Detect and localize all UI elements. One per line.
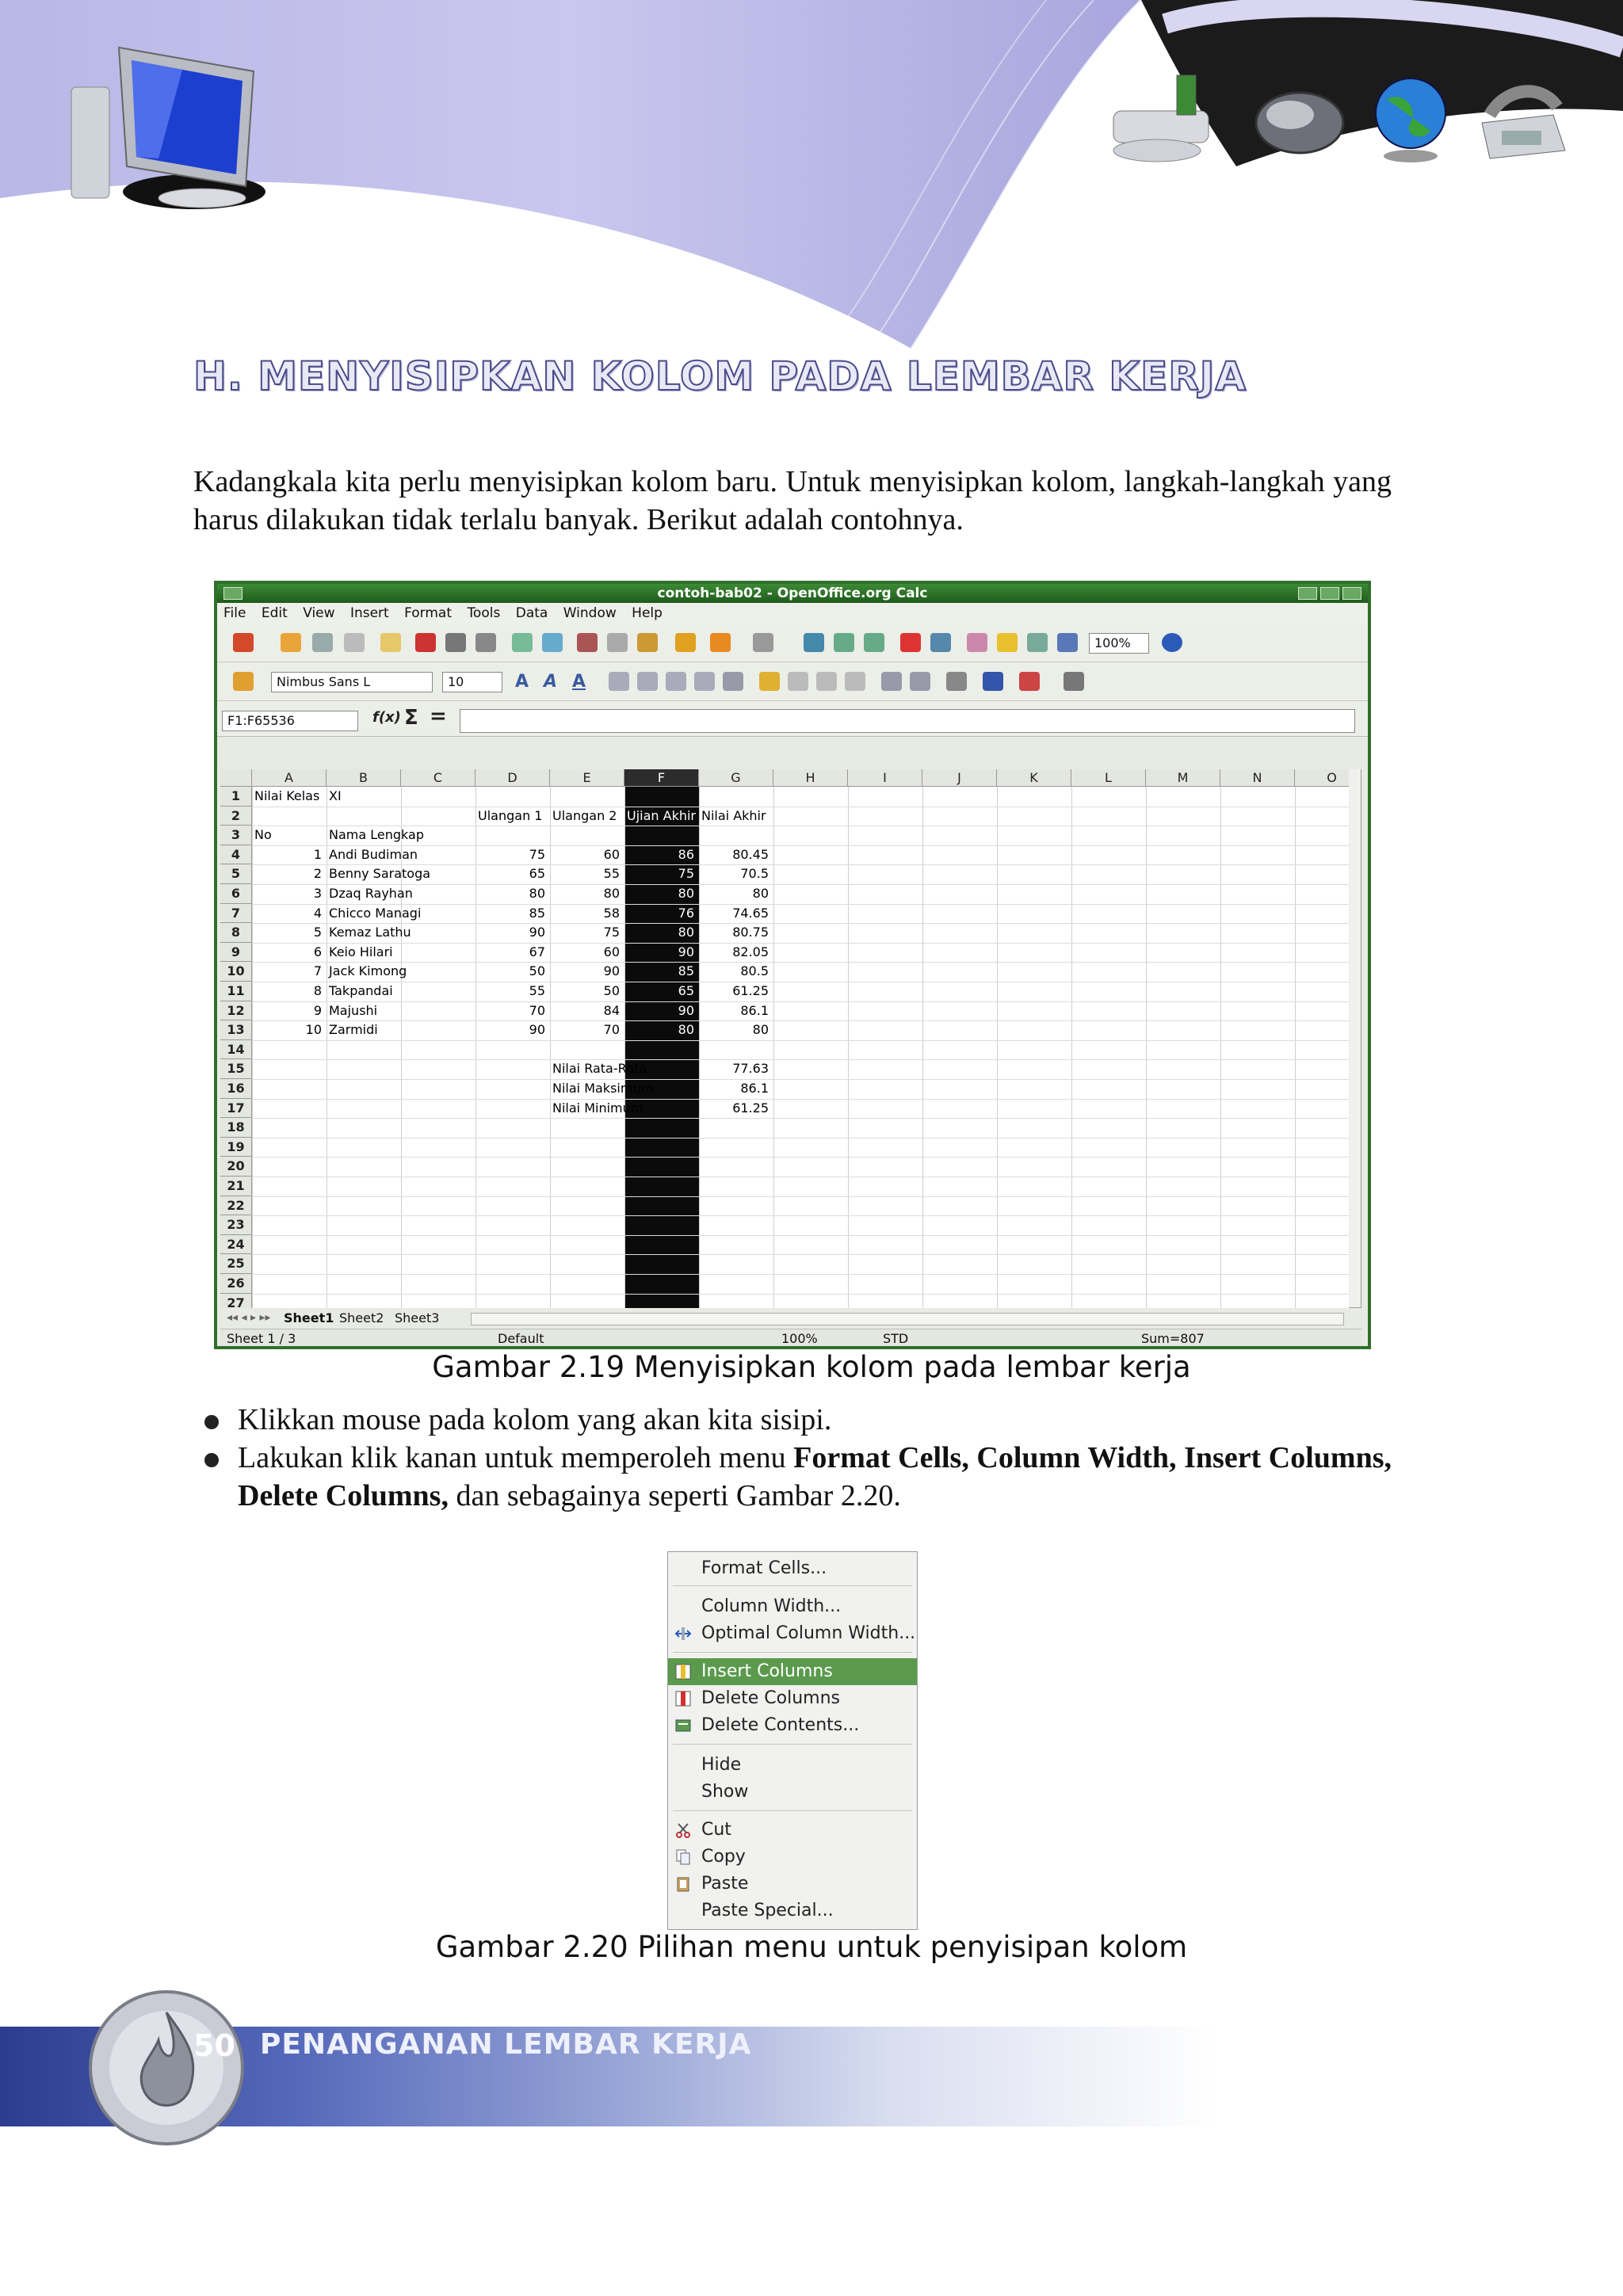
zoom-select[interactable]: 100% bbox=[1089, 633, 1149, 654]
cell-summary-label[interactable]: Nilai Minimum bbox=[552, 1100, 643, 1116]
grid-col-line bbox=[997, 769, 998, 1308]
column-header-i[interactable]: I bbox=[848, 769, 922, 787]
column-header-f[interactable]: F bbox=[624, 769, 699, 787]
page-number: 50 bbox=[193, 2028, 235, 2063]
status-zoom[interactable]: 100% bbox=[781, 1331, 818, 1346]
menu-item-insert-columns[interactable] bbox=[668, 1658, 917, 1685]
cell-name[interactable]: Zarmidi bbox=[329, 1022, 378, 1038]
row-header-22[interactable]: 22 bbox=[220, 1196, 252, 1216]
cell-d2[interactable]: Ulangan 1 bbox=[478, 807, 543, 823]
cell-nilai-akhir[interactable]: 70.5 bbox=[740, 866, 769, 882]
menu-edit[interactable]: Edit bbox=[261, 605, 288, 621]
decrease-indent-icon[interactable] bbox=[881, 672, 902, 691]
bullet-2-tail: dan sebagainya seperti Gambar 2.20. bbox=[456, 1479, 901, 1512]
grid-row-line bbox=[220, 1079, 1361, 1080]
cell-name[interactable]: Chicco Managi bbox=[329, 905, 422, 921]
column-header-k[interactable]: K bbox=[997, 769, 1071, 787]
row-header-21[interactable]: 21 bbox=[220, 1177, 252, 1196]
cell-nilai-akhir[interactable]: 74.65 bbox=[732, 905, 769, 921]
save-icon[interactable] bbox=[312, 633, 333, 652]
menu-item-copy[interactable] bbox=[668, 1844, 917, 1871]
row-header-9[interactable]: 9 bbox=[220, 943, 252, 963]
cell-ulangan1[interactable]: 90 bbox=[529, 1022, 545, 1038]
merge-cells-icon[interactable] bbox=[723, 672, 743, 691]
status-mode[interactable]: STD bbox=[883, 1331, 909, 1346]
grid-col-line bbox=[773, 769, 774, 1308]
cell-nilai-akhir[interactable]: 61.25 bbox=[732, 983, 769, 998]
cell-nilai-akhir[interactable]: 80.5 bbox=[740, 963, 769, 979]
function-wizard-icon[interactable]: f(x) bbox=[372, 709, 401, 726]
background-color-icon[interactable] bbox=[983, 672, 1003, 691]
row-header-2[interactable]: 2 bbox=[220, 807, 252, 826]
telephone-icon bbox=[1482, 91, 1565, 158]
clipboard-icon bbox=[674, 1875, 692, 1893]
row-header-14[interactable]: 14 bbox=[220, 1040, 252, 1060]
cell-ujian-akhir[interactable]: 76 bbox=[678, 905, 694, 921]
cell-ujian-akhir[interactable]: 80 bbox=[678, 886, 694, 901]
column-header-l[interactable]: L bbox=[1071, 769, 1146, 787]
menu-item-paste-special[interactable] bbox=[668, 1897, 917, 1924]
optimal-width-icon bbox=[674, 1625, 692, 1642]
cell-name[interactable]: Keio Hilari bbox=[329, 944, 393, 959]
row-header-24[interactable]: 24 bbox=[220, 1235, 252, 1255]
cell-b1[interactable]: XI bbox=[329, 788, 342, 803]
bullet-item-2 bbox=[193, 1439, 1392, 1515]
italic-icon[interactable]: A bbox=[544, 672, 558, 692]
menu-item-label: Cut bbox=[701, 1820, 731, 1840]
cell-no[interactable]: 2 bbox=[313, 866, 322, 882]
menu-format[interactable]: Format bbox=[404, 605, 453, 621]
cell-ulangan2[interactable]: 90 bbox=[603, 963, 620, 979]
align-right-icon[interactable] bbox=[666, 672, 686, 691]
intro-paragraph: Kadangkala kita perlu menyisipkan kolom baru. Untuk menyisipkan kolom, langkah-langkah yang harus dilakukan tidak terlalu banyak. Berikut adalah contohnya. bbox=[193, 465, 1392, 536]
grid-row-line bbox=[220, 1235, 1361, 1236]
grid-col-line bbox=[1295, 769, 1296, 1308]
cell-no[interactable]: 5 bbox=[313, 925, 322, 940]
underline-icon[interactable]: A bbox=[572, 672, 586, 692]
delete-columns-icon bbox=[674, 1690, 692, 1707]
menu-item-optimal-column-width[interactable] bbox=[668, 1620, 917, 1647]
menu-item-format-cells[interactable] bbox=[668, 1555, 917, 1582]
menu-data[interactable]: Data bbox=[515, 605, 548, 621]
row-header-15[interactable]: 15 bbox=[220, 1059, 252, 1079]
router-icon bbox=[1113, 75, 1209, 162]
figure-caption-1: Gambar 2.19 Menyisipkan kolom pada lembar kerja bbox=[432, 1350, 1191, 1384]
grid-col-line bbox=[1071, 769, 1072, 1308]
row-header-18[interactable]: 18 bbox=[220, 1118, 252, 1138]
undo-icon[interactable] bbox=[710, 633, 731, 652]
insert-columns-icon bbox=[674, 1663, 692, 1680]
tab-sheet2[interactable]: Sheet2 bbox=[339, 1310, 384, 1325]
cell-b3[interactable]: Nama Lengkap bbox=[329, 827, 424, 843]
menu-file[interactable]: File bbox=[223, 605, 246, 621]
currency-icon[interactable] bbox=[759, 672, 780, 691]
standard-toolbar bbox=[217, 624, 1368, 662]
mouse-icon bbox=[1256, 93, 1343, 153]
grid-row-line bbox=[220, 1118, 1361, 1119]
cell-a1[interactable]: Nilai Kelas bbox=[254, 788, 320, 803]
cell-ulangan1[interactable]: 70 bbox=[529, 1002, 545, 1018]
menu-separator bbox=[673, 1652, 912, 1653]
cell-no[interactable]: 3 bbox=[313, 886, 322, 901]
cell-ulangan1[interactable]: 55 bbox=[529, 983, 545, 998]
cell-ujian-akhir[interactable]: 86 bbox=[678, 846, 694, 862]
cell-summary-value[interactable]: 77.63 bbox=[732, 1061, 769, 1077]
grid-row-line bbox=[220, 1294, 1361, 1295]
vertical-scrollbar[interactable] bbox=[1349, 769, 1361, 1308]
sheet-tab-bar bbox=[220, 1310, 1361, 1329]
cell-nilai-akhir[interactable]: 80 bbox=[752, 886, 769, 901]
cell-ulangan1[interactable]: 90 bbox=[529, 925, 545, 940]
sort-descending-icon[interactable] bbox=[864, 633, 884, 652]
formula-bar bbox=[217, 701, 1368, 737]
footer-title: PENANGANAN LEMBAR KERJA bbox=[260, 2028, 752, 2061]
menu-item-label: Show bbox=[701, 1782, 749, 1802]
grid-row-line bbox=[220, 1099, 1361, 1100]
grid-col-line bbox=[922, 769, 923, 1308]
standard-format-icon[interactable] bbox=[816, 672, 837, 691]
copy-icon bbox=[674, 1848, 692, 1866]
delete-contents-icon bbox=[674, 1717, 692, 1734]
styles-icon[interactable] bbox=[233, 672, 254, 691]
row-header-16[interactable]: 16 bbox=[220, 1079, 252, 1099]
status-sum: Sum=807 bbox=[1141, 1331, 1205, 1346]
chart-icon[interactable] bbox=[900, 633, 921, 652]
autospellcheck-icon[interactable] bbox=[542, 633, 563, 652]
cell-nilai-akhir[interactable]: 80.45 bbox=[732, 846, 769, 862]
row-header-27[interactable]: 27 bbox=[220, 1294, 252, 1308]
grid-row-line bbox=[220, 1020, 1361, 1021]
row-header-8[interactable]: 8 bbox=[220, 923, 252, 943]
row-header-4[interactable]: 4 bbox=[220, 845, 252, 865]
menu-item-label: Paste Special... bbox=[701, 1901, 834, 1920]
cell-ulangan2[interactable]: 60 bbox=[603, 944, 620, 959]
column-header-c[interactable]: C bbox=[401, 769, 475, 787]
row-header-25[interactable]: 25 bbox=[220, 1254, 252, 1274]
cell-no[interactable]: 4 bbox=[313, 905, 322, 921]
row-header-26[interactable]: 26 bbox=[220, 1274, 252, 1294]
increase-indent-icon[interactable] bbox=[910, 672, 930, 691]
page-preview-icon[interactable] bbox=[475, 633, 496, 652]
horizontal-scrollbar[interactable] bbox=[471, 1313, 1344, 1325]
toggle-grid-icon[interactable] bbox=[1064, 672, 1084, 691]
tab-nav-icons[interactable]: ◂◂ ◂ ▸ ▸▸ bbox=[227, 1311, 271, 1324]
row-header-12[interactable]: 12 bbox=[220, 1001, 252, 1021]
column-header-n[interactable]: N bbox=[1220, 769, 1295, 787]
cell-ujian-akhir[interactable]: 75 bbox=[678, 866, 694, 882]
sort-ascending-icon[interactable] bbox=[834, 633, 854, 652]
cut-icon[interactable] bbox=[577, 633, 598, 652]
cell-name[interactable]: Majushi bbox=[329, 1002, 378, 1018]
minimize-icon[interactable] bbox=[1298, 587, 1317, 600]
cell-ulangan1[interactable]: 65 bbox=[529, 866, 545, 882]
paste-icon[interactable] bbox=[637, 633, 658, 652]
grid-row-line bbox=[220, 1215, 1361, 1216]
row-header-10[interactable]: 10 bbox=[220, 962, 252, 982]
menu-item-label: Delete Columns bbox=[701, 1688, 840, 1708]
cd-logo-icon bbox=[79, 1981, 254, 2147]
row-header-1[interactable]: 1 bbox=[220, 787, 252, 807]
grid-col-line bbox=[1146, 769, 1147, 1308]
menu-item-column-width[interactable] bbox=[668, 1593, 917, 1620]
cell-no[interactable]: 10 bbox=[305, 1022, 322, 1038]
redo-icon[interactable] bbox=[753, 633, 773, 652]
font-name-select[interactable]: Nimbus Sans L bbox=[271, 672, 433, 692]
row-header-3[interactable]: 3 bbox=[220, 826, 252, 845]
cell-name[interactable]: Takpandai bbox=[329, 983, 393, 998]
devices-icons bbox=[1109, 67, 1569, 170]
percent-icon[interactable] bbox=[788, 672, 808, 691]
data-sources-icon[interactable] bbox=[1057, 633, 1078, 652]
computer-icon bbox=[63, 40, 277, 214]
close-icon[interactable] bbox=[1342, 587, 1361, 600]
align-left-icon[interactable] bbox=[609, 672, 629, 691]
menu-item-label: Optimal Column Width... bbox=[701, 1623, 916, 1643]
menu-bar bbox=[217, 603, 1368, 624]
status-page-style: Default bbox=[498, 1331, 544, 1346]
select-all-corner[interactable] bbox=[220, 769, 252, 787]
column-header-m[interactable]: M bbox=[1146, 769, 1220, 787]
menu-item-label: Paste bbox=[701, 1874, 749, 1894]
cell-ulangan2[interactable]: 55 bbox=[603, 866, 620, 882]
bold-icon[interactable]: A bbox=[515, 672, 529, 692]
cell-name[interactable]: Dzaq Rayhan bbox=[329, 886, 413, 901]
column-header-o[interactable]: O bbox=[1295, 769, 1361, 787]
cell-name[interactable]: Jack Kimong bbox=[329, 963, 407, 979]
cell-f2[interactable]: Ujian Akhir bbox=[627, 807, 697, 823]
cell-summary-value[interactable]: 61.25 bbox=[732, 1100, 769, 1116]
grid-row-line bbox=[220, 1274, 1361, 1275]
instruction-list bbox=[193, 1401, 1392, 1515]
menu-insert[interactable]: Insert bbox=[349, 605, 389, 621]
grid-row-line bbox=[220, 1001, 1361, 1002]
menu-help[interactable]: Help bbox=[632, 605, 663, 621]
hyperlink-icon[interactable] bbox=[804, 633, 824, 652]
cell-name[interactable]: Kemaz Lathu bbox=[329, 925, 411, 940]
cell-ujian-akhir[interactable]: 80 bbox=[678, 925, 694, 940]
column-header-d[interactable]: D bbox=[475, 769, 550, 787]
name-box[interactable]: F1:F65536 bbox=[222, 711, 358, 731]
edit-file-icon[interactable] bbox=[380, 633, 401, 652]
cell-ulangan2[interactable]: 84 bbox=[603, 1002, 620, 1018]
cell-nilai-akhir[interactable]: 86.1 bbox=[740, 1002, 769, 1018]
cell-no[interactable]: 8 bbox=[313, 983, 322, 998]
column-header-h[interactable]: H bbox=[773, 769, 848, 787]
menu-item-cut[interactable] bbox=[668, 1817, 917, 1844]
menu-item-label: Copy bbox=[701, 1847, 746, 1867]
column-header-e[interactable]: E bbox=[550, 769, 624, 787]
grid-row-line bbox=[220, 1040, 1361, 1041]
column-context-menu bbox=[667, 1551, 918, 1930]
grid-row-line bbox=[220, 1157, 1361, 1158]
status-bar bbox=[220, 1329, 1361, 1348]
row-header-7[interactable]: 7 bbox=[220, 904, 252, 924]
column-header-b[interactable]: B bbox=[327, 769, 401, 787]
new-document-icon[interactable] bbox=[233, 633, 254, 652]
status-sheet: Sheet 1 / 3 bbox=[227, 1331, 296, 1346]
cell-ulangan2[interactable]: 60 bbox=[603, 846, 620, 862]
print-icon[interactable] bbox=[445, 633, 466, 652]
gallery-icon[interactable] bbox=[1027, 633, 1048, 652]
cell-ulangan1[interactable]: 50 bbox=[529, 963, 545, 979]
cell-ulangan2[interactable]: 75 bbox=[603, 925, 620, 940]
row-header-6[interactable]: 6 bbox=[220, 884, 252, 904]
find-replace-icon[interactable] bbox=[967, 633, 987, 652]
cell-no[interactable]: 6 bbox=[313, 944, 322, 959]
menu-item-delete-contents[interactable] bbox=[668, 1712, 917, 1739]
cell-ulangan1[interactable]: 67 bbox=[529, 944, 545, 959]
cell-nilai-akhir[interactable]: 82.05 bbox=[732, 944, 769, 959]
grid-col-line bbox=[848, 769, 849, 1308]
cell-summary-label[interactable]: Nilai Maksimum bbox=[552, 1081, 654, 1096]
menu-item-hide[interactable] bbox=[668, 1752, 917, 1779]
email-icon[interactable] bbox=[344, 633, 365, 652]
bullet-2-bold: Format Cells, Column Width, Insert Columns, Delete Columns, bbox=[238, 1441, 1392, 1512]
row-header-17[interactable]: 17 bbox=[220, 1099, 252, 1119]
formula-input[interactable] bbox=[460, 709, 1355, 733]
row-header-23[interactable]: 23 bbox=[220, 1215, 252, 1235]
figure-caption-2: Gambar 2.20 Pilihan menu untuk penyisipan kolom bbox=[435, 1930, 1188, 1964]
spreadsheet-grid[interactable] bbox=[220, 769, 1361, 1308]
menu-separator bbox=[673, 1744, 912, 1745]
draw-functions-icon[interactable] bbox=[930, 633, 951, 652]
formatting-toolbar bbox=[217, 662, 1368, 701]
sum-icon[interactable]: Σ bbox=[404, 706, 418, 730]
row-header-5[interactable]: 5 bbox=[220, 864, 252, 884]
menu-item-label: Hide bbox=[701, 1755, 742, 1775]
grid-col-line bbox=[1220, 769, 1221, 1308]
cell-no[interactable]: 7 bbox=[313, 963, 322, 979]
grid-row-line bbox=[220, 1254, 1361, 1255]
column-header-a[interactable]: A bbox=[252, 769, 327, 787]
spellcheck-icon[interactable] bbox=[512, 633, 533, 652]
cell-g2[interactable]: Nilai Akhir bbox=[701, 807, 766, 823]
window-titlebar bbox=[217, 584, 1368, 603]
menu-item-show[interactable] bbox=[668, 1779, 917, 1806]
menu-item-paste[interactable] bbox=[668, 1871, 917, 1897]
export-pdf-icon[interactable] bbox=[415, 633, 436, 652]
menu-separator bbox=[673, 1585, 912, 1586]
navigator-icon[interactable] bbox=[997, 633, 1018, 652]
window-title: contoh-bab02 - OpenOffice.org Calc bbox=[657, 585, 928, 601]
cell-ujian-akhir[interactable]: 65 bbox=[678, 983, 694, 998]
font-color-icon[interactable] bbox=[1019, 672, 1040, 691]
cell-no[interactable]: 1 bbox=[313, 846, 322, 862]
menu-view[interactable]: View bbox=[303, 605, 335, 621]
cell-summary-value[interactable]: 86.1 bbox=[740, 1081, 769, 1096]
decimal-add-icon[interactable] bbox=[845, 672, 865, 691]
cell-name[interactable]: Andi Budiman bbox=[329, 846, 418, 862]
bullet-2-text: Lakukan klik kanan untuk memperoleh menu bbox=[238, 1441, 786, 1474]
cell-ujian-akhir[interactable]: 85 bbox=[678, 963, 694, 979]
window-menu-icon[interactable] bbox=[223, 587, 242, 600]
menu-item-label: Column Width... bbox=[701, 1596, 842, 1616]
bullet-item-1: Klikkan mouse pada kolom yang akan kita sisipi. bbox=[193, 1401, 1392, 1439]
cell-no[interactable]: 9 bbox=[313, 1002, 322, 1018]
cell-ujian-akhir[interactable]: 90 bbox=[678, 944, 694, 959]
format-paintbrush-icon[interactable] bbox=[675, 633, 696, 652]
row-header-19[interactable]: 19 bbox=[220, 1138, 252, 1158]
cell-ulangan2[interactable]: 70 bbox=[603, 1022, 620, 1038]
menu-item-label: Format Cells... bbox=[701, 1558, 827, 1578]
font-size-select[interactable]: 10 bbox=[442, 672, 502, 692]
column-header-j[interactable]: J bbox=[922, 769, 997, 787]
cell-ujian-akhir[interactable]: 90 bbox=[678, 1002, 694, 1018]
grid-row-line bbox=[220, 1196, 1361, 1197]
help-icon[interactable] bbox=[1162, 633, 1182, 652]
row-header-13[interactable]: 13 bbox=[220, 1020, 252, 1040]
copy-icon[interactable] bbox=[607, 633, 628, 652]
section-title: H. MENYISIPKAN KOLOM PADA LEMBAR KERJA bbox=[193, 353, 1247, 399]
cell-ulangan2[interactable]: 58 bbox=[603, 905, 620, 921]
row-header-20[interactable]: 20 bbox=[220, 1157, 252, 1177]
open-icon[interactable] bbox=[281, 633, 301, 652]
cell-name[interactable]: Benny Saratoga bbox=[329, 866, 431, 882]
calc-window bbox=[214, 581, 1371, 1349]
cell-ulangan1[interactable]: 85 bbox=[529, 905, 545, 921]
globe-icon bbox=[1376, 78, 1445, 162]
justify-icon[interactable] bbox=[694, 672, 715, 691]
scissors-icon bbox=[674, 1821, 692, 1839]
borders-icon[interactable] bbox=[946, 672, 967, 691]
cell-summary-label[interactable]: Nilai Rata-Rata bbox=[552, 1061, 647, 1077]
cell-a3[interactable]: No bbox=[254, 827, 272, 843]
menu-item-label: Delete Contents... bbox=[701, 1715, 860, 1735]
cell-ulangan1[interactable]: 75 bbox=[529, 846, 545, 862]
cell-ulangan2[interactable]: 50 bbox=[603, 983, 620, 998]
column-header-g[interactable]: G bbox=[699, 769, 773, 787]
cell-ujian-akhir[interactable]: 80 bbox=[678, 1022, 694, 1038]
align-center-icon[interactable] bbox=[637, 672, 658, 691]
cell-nilai-akhir[interactable]: 80 bbox=[752, 1022, 769, 1038]
cell-ulangan1[interactable]: 80 bbox=[529, 886, 545, 901]
maximize-icon[interactable] bbox=[1320, 587, 1339, 600]
tab-sheet1[interactable]: Sheet1 bbox=[284, 1310, 334, 1325]
menu-item-label: Insert Columns bbox=[701, 1661, 833, 1681]
tab-sheet3[interactable]: Sheet3 bbox=[395, 1310, 440, 1325]
cell-e2[interactable]: Ulangan 2 bbox=[552, 807, 617, 823]
cell-nilai-akhir[interactable]: 80.75 bbox=[732, 925, 769, 940]
grid-row-line bbox=[220, 1059, 1361, 1060]
function-icon[interactable]: = bbox=[430, 704, 447, 728]
cell-ulangan2[interactable]: 80 bbox=[603, 886, 620, 901]
menu-window[interactable]: Window bbox=[563, 605, 617, 621]
row-header-11[interactable]: 11 bbox=[220, 982, 252, 1001]
menu-item-delete-columns[interactable] bbox=[668, 1685, 917, 1712]
menu-separator bbox=[673, 1810, 912, 1811]
menu-tools[interactable]: Tools bbox=[467, 605, 501, 621]
